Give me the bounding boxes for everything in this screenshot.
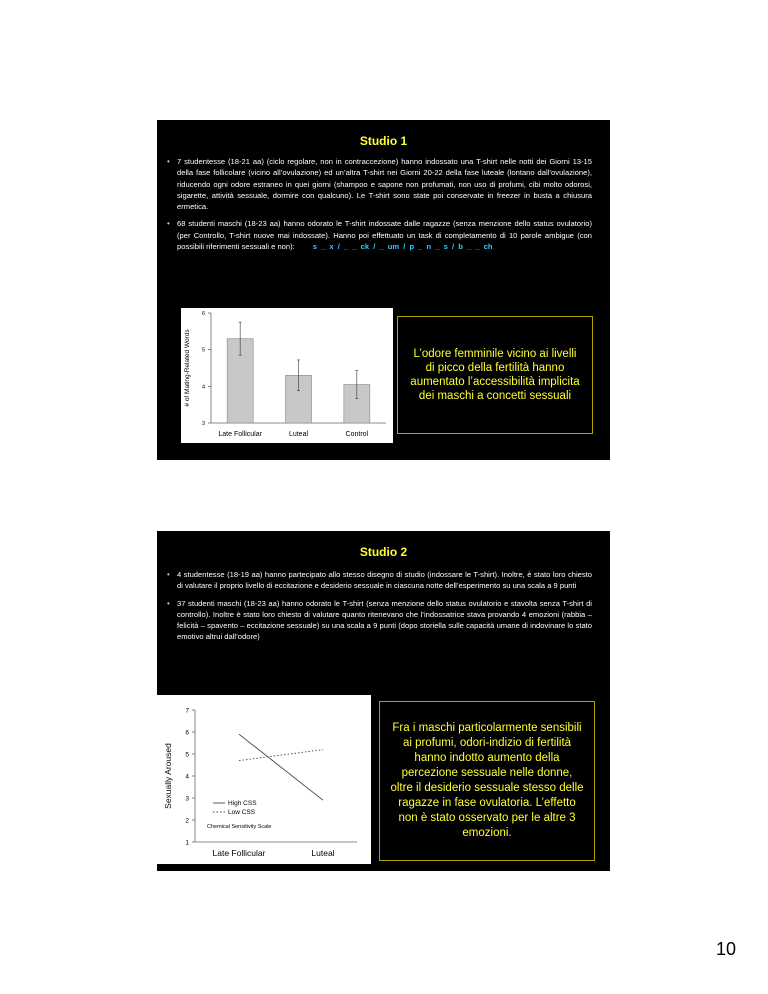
legend-note: Chemical Sensitivity Scale (207, 824, 272, 830)
bullet-text: 68 studenti maschi (18-23 aa) hanno odorato le T-shirt indossate dalle ragazze (senza menzione dello status ovulatorio) (per Controllo, T-shirt nuove mai indossate). Hanno poi effettuato un task di completamento di 10 parole ambigue (con possibili riferimenti sessuali e non): (177, 219, 592, 252)
y-tick-label: 6 (201, 311, 205, 317)
bullet-dot-icon: • (167, 598, 170, 608)
y-tick-label: 4 (185, 773, 189, 781)
y-tick-label: 4 (201, 384, 205, 391)
y-tick-label: 1 (185, 839, 189, 847)
bullet-dot-icon: • (167, 219, 170, 229)
bar-chart-figure (181, 308, 393, 443)
y-tick-label: 5 (201, 347, 205, 354)
x-tick-label: Late Follicular (218, 431, 262, 438)
slide-title: Studio 1 (359, 134, 408, 148)
word-puzzle: s _ x / _ _ ck / _ um / p _ n _ s / b _ _ ch (312, 242, 493, 252)
bullet-item (167, 156, 592, 212)
series-line (239, 750, 323, 761)
bullet-dot-icon: • (167, 570, 170, 579)
bullet-text: 7 studentesse (18-21 aa) (ciclo regolare, non in contraccezione) hanno indossato una T-shirt nelle notti dei Giorni 13-15 della fase follicolare (vicino all’ovulazione) ed un’altra T-shirt nei Giorni 20-22 della fase luteale (lontano dall’ovulazione), riducendo ogni odore estraneo in quei giorni (shampoo e sapone non profumati, non uso di profumi, cibi molto odorosi, sigarette, attività sessuale, dormire con qualcuno). Le T-shirt sono state poi conservate in freezer in busta a chiusura ermetica. (177, 157, 592, 212)
bullet-text: 4 studentesse (18-19 aa) hanno partecipato allo stesso disegno di studio (indossare le T-shirt). Inoltre, è stato loro chiesto di valutare il proprio livello di eccitazione e desiderio sessuale in ciascuna notte dell’esperimento su una scala a 9 punti (177, 570, 592, 591)
callout-text: Fra i maschi particolarmente sensibili ai profumi, odori-indizio di fertilità hanno indotto aumento della percezione sessuale nelle donne, oltre il desiderio sessuale stesso delle ragazze in fase ovulatoria. L’effetto non è stato osservato per le altre 3 emozioni. (390, 722, 584, 839)
legend-label: High CSS (228, 800, 257, 807)
y-tick-label: 6 (185, 729, 189, 737)
x-tick-label: Luteal (288, 431, 309, 438)
x-tick-label: Luteal (311, 848, 335, 858)
slide-title: Studio 2 (359, 545, 408, 559)
bar-chart (181, 308, 393, 443)
bullet-list (167, 156, 592, 258)
x-tick-label: Control (345, 431, 369, 438)
callout-box (379, 701, 595, 861)
y-axis-label: Sexually Aroused (163, 743, 173, 809)
y-axis-label: # of Mating-Related Words (184, 329, 191, 407)
legend-label: Low CSS (228, 809, 256, 816)
line-chart-figure (157, 695, 371, 864)
slide-studio-2 (157, 531, 610, 871)
callout-text: L’odore femminile vicino ai livelli di picco della fertilità hanno aumentato l’accessibilità implicita dei maschi a concetti sessuali (410, 348, 580, 402)
slide-studio-1 (157, 120, 610, 460)
y-tick-label: 3 (201, 421, 205, 427)
bullet-item (167, 218, 592, 252)
x-tick-label: Late Follicular (212, 848, 266, 858)
bullet-item (167, 569, 592, 592)
y-tick-label: 3 (185, 795, 189, 803)
callout-box (397, 316, 593, 434)
page-number: 10 (715, 939, 736, 959)
bullet-dot-icon: • (167, 157, 170, 166)
bullet-list (167, 569, 592, 649)
y-tick-label: 2 (185, 817, 189, 825)
bullet-text: 37 studenti maschi (18-23 aa) hanno odorato le T-shirt (senza menzione dello status ovulatorio e stavolta senza T-shirt di controllo). Inoltre è stato loro chiesto di valutare quanto ritenevano che l’indossatrice stava provando 4 emozioni (rabbia – felicità – spavento – eccitazione sessuale) su una scala a 9 punti (dopo storiella sulle capacità umane di indovinare lo stato emotivo altrui dall’odore) (177, 598, 592, 642)
y-tick-label: 7 (185, 707, 189, 715)
line-chart (157, 695, 371, 864)
series-line (239, 734, 323, 800)
y-tick-label: 5 (185, 751, 189, 759)
bullet-item (167, 598, 592, 643)
